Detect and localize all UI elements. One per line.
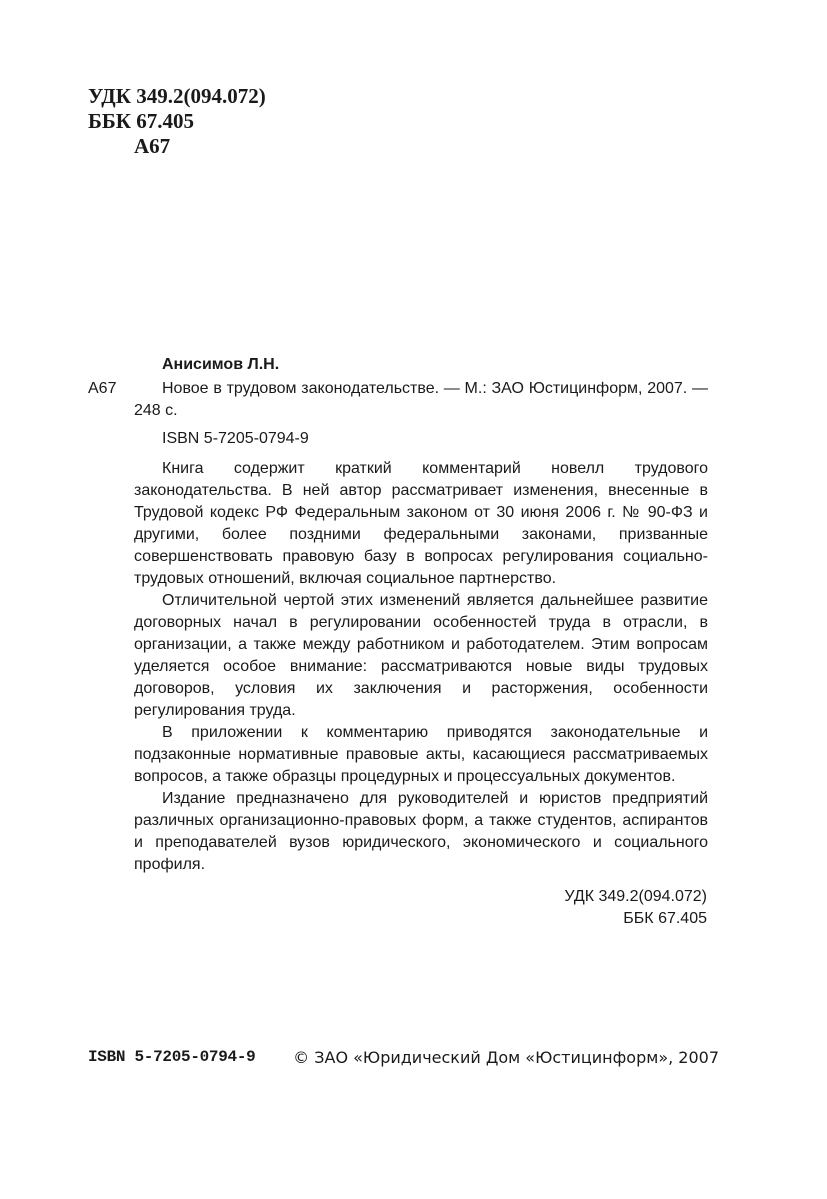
bbk-code-bottom: ББК 67.405 <box>623 910 707 927</box>
annotation-paragraph: Отличительной чертой этих изменений является дальнейшее развитие договорных начал в регулировании особенностей труда в отрасли, в организации, а также между работником и работодателем. Этим вопросам уделяется особое внимание: рассматриваются новые виды трудовых договоров, условия их заключения и расторжения, особенности регулирования труда. <box>134 592 708 719</box>
bbk-code: ББК 67.405 <box>88 109 194 133</box>
cutter-code: А67 <box>134 134 171 158</box>
annotation <box>134 458 708 876</box>
annotation-paragraph: Издание предназначено для руководителей и юристов предприятий различных организационно-правовых форм, а также студентов, аспирантов и преподавателей вузов юридического, экономического и социального профиля. <box>134 790 708 873</box>
annotation-paragraph: В приложении к комментарию приводятся законодательные и подзаконные нормативные правовые акты, касающиеся рассматриваемых вопросов, а также образцы процедурных и процессуальных документов. <box>134 724 708 785</box>
author-name: Анисимов Л.Н. <box>162 356 280 373</box>
copyright-notice: © ЗАО «Юридический Дом «Юстицинформ», 2007 <box>293 1048 719 1067</box>
udk-code-bottom: УДК 349.2(094.072) <box>564 888 707 905</box>
classification-block-top <box>88 84 266 159</box>
classification-block-bottom <box>564 886 707 930</box>
record-cutter-code: А67 <box>88 380 117 397</box>
udk-code: УДК 349.2(094.072) <box>88 84 266 108</box>
bibliographic-description: Новое в трудовом законодательстве. — М.: ЗАО Юстицинформ, 2007. — 248 с. <box>134 380 708 419</box>
record-isbn: ISBN 5-7205-0794-9 <box>162 430 309 447</box>
footer-isbn: ISBN 5-7205-0794-9 <box>88 1048 256 1066</box>
annotation-paragraph: Книга содержит краткий комментарий новелл трудового законодательства. В ней автор рассматривает изменения, внесенные в Трудовой кодекс РФ Федеральным законом от 30 июня 2006 г. № 90-ФЗ и другими, более поздними федеральными законами, призванные совершенствовать правовую базу в вопросах регулирования социально-трудовых отношений, включая социальное партнерство. <box>134 460 708 587</box>
